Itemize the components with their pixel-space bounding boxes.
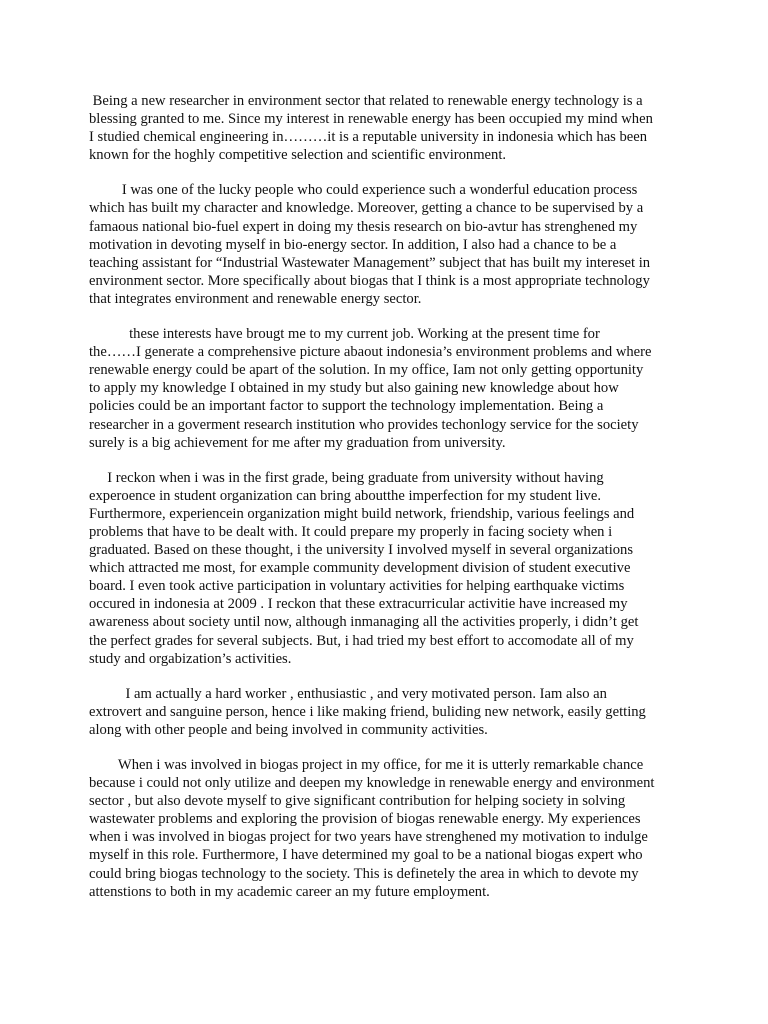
text-line: which has built my character and knowledge. Moreover, getting a chance to be supervised by a (89, 200, 644, 217)
text-line: the perfect grades for several subjects. But, i had tried my best effort to accomodate all of my (89, 632, 634, 649)
text-line: wastewater problems and exploring the provision of biogas renewable energy. My experiences (89, 811, 641, 828)
text-line: researcher in a goverment research institution who provides techonlogy service for the society (89, 416, 639, 433)
text-line: policies could be an important factor to support the technology implementation. Being a (89, 398, 604, 415)
text-line: Furthermore, experiencein organization might build network, friendship, various feelings and (89, 505, 635, 522)
text-line: awareness about society until now, although inmanaging all the activities properly, i didn’t get (89, 614, 639, 631)
text-line: board. I even took active participation in voluntary activities for helping earthquake victims (89, 578, 625, 595)
text-line: motivation in devoting myself in bio-energy sector. In addition, I also had a chance to be a (89, 236, 617, 253)
text-line: graduated. Based on these thought, i the university I involved myself in several organizations (89, 542, 634, 559)
paragraph (89, 685, 681, 739)
text-line: these interests have brougt me to my current job. Working at the present time for (89, 326, 600, 343)
text-line: I was one of the lucky people who could experience such a wonderful education process (89, 182, 638, 199)
text-line: to apply my knowledge I obtained in my study but also gaining new knowledge about how (89, 380, 619, 397)
paragraph (89, 92, 681, 164)
paragraph (89, 325, 681, 452)
text-line: when i was involved in biogas project for two years have strenghened my motivation to indulge (89, 829, 648, 846)
text-line: experoence in student organization can bring aboutthe imperfection for my student live. (89, 487, 601, 504)
text-line: that integrates environment and renewable energy sector. (89, 290, 422, 307)
text-line: Being a new researcher in environment sector that related to renewable energy technology is a (89, 93, 643, 109)
text-line: environment sector. More specifically about biogas that I think is a most appropriate technology (89, 272, 650, 289)
text-line: which attracted me most, for example community development division of student executive (89, 560, 631, 577)
text-line: myself in this role. Furthermore, I have determined my goal to be a national biogas expert who (89, 847, 643, 864)
paragraph (89, 756, 681, 901)
paragraph (89, 181, 681, 308)
text-line: known for the hoghly competitive selection and scientific environment. (89, 147, 507, 164)
text-line: problems that have to be dealt with. It could prepare my properly in facing society when i (89, 523, 613, 540)
text-line: occured in indonesia at 2009 . I reckon that these extracurricular activitie have increased my (89, 596, 628, 613)
text-line: the……I generate a comprehensive picture abaout indonesia’s environment problems and where (89, 344, 652, 361)
text-line: blessing granted to me. Since my interest in renewable energy has been occupied my mind when (89, 111, 653, 128)
text-line: teaching assistant for “Industrial Wastewater Management” subject that has built my intereset in (89, 254, 651, 271)
text-line: sector , but also devote myself to give significant contribution for helping society in solving (89, 793, 626, 810)
text-line: because i could not only utilize and deepen my knowledge in renewable energy and environment (89, 775, 655, 792)
text-line: I reckon when i was in the first grade, being graduate from university without having (89, 469, 604, 486)
text-line: When i was involved in biogas project in my office, for me it is utterly remarkable chance (89, 757, 644, 773)
text-line: famaous national bio-fuel expert in doing my thesis research on bio-avtur has strenghened my (89, 218, 638, 235)
paragraph (89, 469, 681, 668)
text-line: along with other people and being involved in community activities. (89, 721, 488, 738)
text-line: could bring biogas technology to the society. This is definetely the area in which to devote my (89, 865, 639, 882)
essay-body (89, 92, 681, 918)
text-line: extrovert and sanguine person, hence i like making friend, buliding new network, easily getting (89, 703, 646, 720)
text-line: study and orgabization’s activities. (89, 650, 292, 667)
text-line: renewable energy could be apart of the solution. In my office, Iam not only getting opportunity (89, 362, 644, 379)
text-line: I studied chemical engineering in………it is a reputable university in indonesia which has been (89, 129, 648, 146)
text-line: attenstions to both in my academic career an my future employment. (89, 883, 490, 900)
text-line: I am actually a hard worker , enthusiastic , and very motivated person. Iam also an (89, 685, 607, 702)
text-line: surely is a big achievement for me after my graduation from university. (89, 434, 506, 451)
